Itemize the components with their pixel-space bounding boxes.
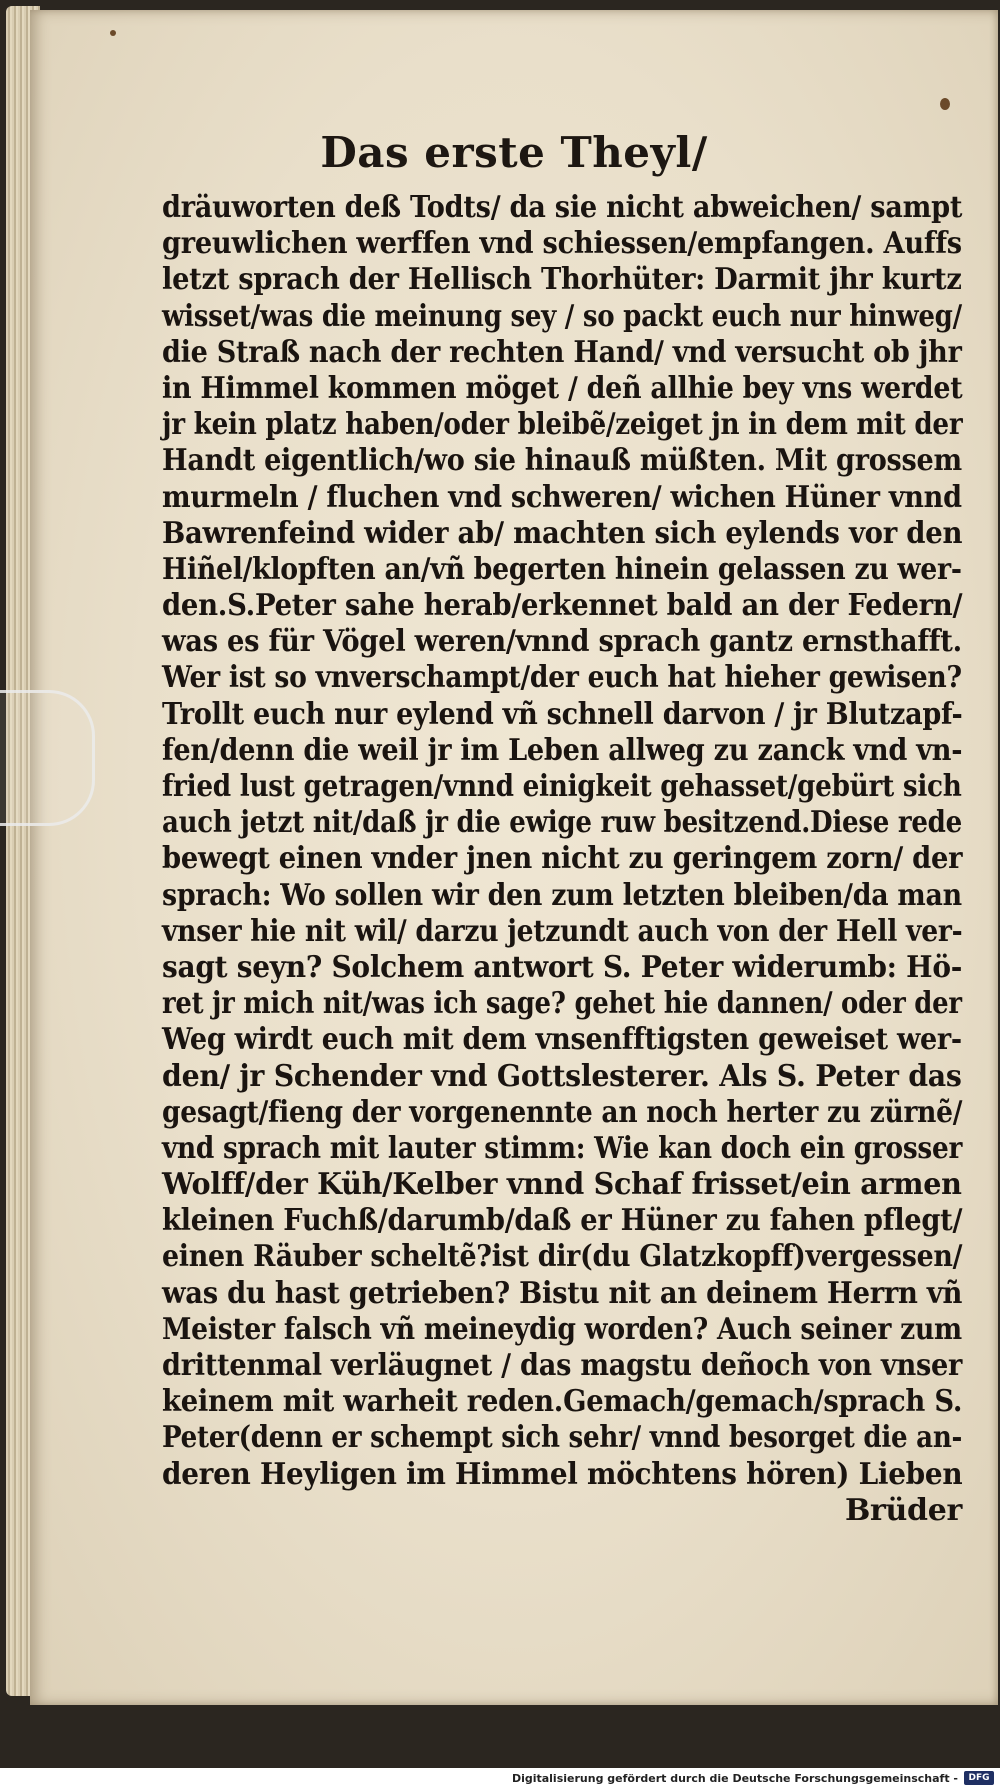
text-line: auch jetzt nit/daß jr die ewige ruw besitzend.Diese rede (162, 805, 962, 841)
text-line: Wolff/der Küh/Kelber vnnd Schaf frisset/ein armen (162, 1167, 962, 1203)
text-line: Hiñel/klopften an/vñ begerten hinein gelassen zu wer- (162, 551, 962, 587)
ink-spot (940, 98, 950, 110)
text-line: kleinen Fuchß/darumb/daß er Hüner zu fahen pflegt/ (162, 1203, 963, 1239)
catchword: Brüder (844, 1492, 962, 1528)
text-line: sagt seyn? Solchem antwort S. Peter widerumb: Hö- (162, 949, 963, 985)
text-line: wisset/was die meinung sey / so packt euch nur hinweg/ (162, 298, 962, 334)
text-line: einen Räuber scheltẽ?ist dir(du Glatzkopff)vergessen/ (162, 1239, 963, 1275)
text-line: was du hast getrieben? Bistu nit an deinem Herrn vñ (162, 1275, 963, 1311)
text-line: letzt sprach der Hellisch Thorhüter: Darmit jhr kurtz (162, 262, 962, 298)
digitization-credit: Digitalisierung gefördert durch die Deutsche Forschungsgemeinschaft - (511, 1772, 958, 1785)
text-line: die Straß nach der rechten Hand/ vnd versucht ob jhr (162, 334, 962, 370)
text-line: bewegt einen vnder jnen nicht zu geringem zorn/ der (162, 841, 963, 877)
text-line: Trollt euch nur eylend vñ schnell darvon / jr Blutzapf- (162, 696, 963, 732)
text-line: Wer ist so vnverschampt/der euch hat hieher gewisen? (162, 660, 962, 696)
text-line: vnd sprach mit lauter stimm: Wie kan doch ein grosser (162, 1130, 963, 1166)
dfg-logo: DFG (964, 1771, 994, 1785)
text-line: in Himmel kommen möget / deñ allhie bey vns werdet (162, 370, 963, 406)
text-line: Peter(denn er schempt sich sehr/ vnnd besorget die an- (162, 1420, 963, 1456)
text-line: fried lust getragen/vnnd einigkeit gehasset/gebürt sich (162, 769, 962, 804)
running-header: Das erste Theyl/ (320, 128, 708, 177)
book-page (30, 10, 998, 1705)
bookmark-ribbon (0, 690, 95, 826)
text-line: Meister falsch vñ meineydig worden? Auch seiner zum (162, 1311, 962, 1347)
text-line: Handt eigentlich/wo sie hinauß müßten. Mit grossem (162, 443, 962, 479)
text-line: deren Heyligen im Himmel möchtens hören) Lieben (162, 1456, 963, 1492)
text-line: murmeln / fluchen vnd schweren/ wichen Hüner vnnd (162, 479, 962, 515)
text-line: greuwlichen werffen vnd schiessen/empfangen. Auffs (162, 226, 962, 262)
footer-bar (0, 1768, 1000, 1788)
text-line: ret jr mich nit/was ich sage? gehet hie dannen/ oder der (162, 986, 962, 1022)
text-line: keinem mit warheit reden.Gemach/gemach/sprach S. (162, 1384, 963, 1420)
text-line: den/ jr Schender vnd Gottslesterer. Als S. Peter das (162, 1058, 962, 1094)
text-line: vnser hie nit wil/ darzu jetzundt auch von der Hell ver- (162, 913, 963, 949)
text-line: Weg wirdt euch mit dem vnsenfftigsten geweiset wer- (162, 1022, 962, 1058)
text-line: jr kein platz haben/oder bleibẽ/zeiget jn in dem mit der (162, 407, 963, 443)
text-line: dräuworten deß Todts/ da sie nicht abweichen/ sampt (162, 190, 963, 225)
text-line: fen/denn die weil jr im Leben allweg zu zanck vnd vn- (162, 732, 963, 768)
text-line: Bawrenfeind wider ab/ machten sich eylends vor den (162, 515, 963, 551)
text-line: den.S.Peter sahe herab/erkennet bald an der Federn/ (162, 588, 963, 624)
text-block (162, 190, 962, 1529)
text-line: sprach: Wo sollen wir den zum letzten bleiben/da man (162, 877, 962, 913)
text-line: drittenmal verläugnet / das magstu deñoch von vnser (162, 1348, 963, 1383)
text-line: gesagt/fieng der vorgenennte an noch herter zu zürnẽ/ (162, 1094, 963, 1130)
text-line: was es für Vögel weren/vnnd sprach gantz ernsthafft. (162, 624, 962, 660)
ink-spot (110, 30, 116, 36)
